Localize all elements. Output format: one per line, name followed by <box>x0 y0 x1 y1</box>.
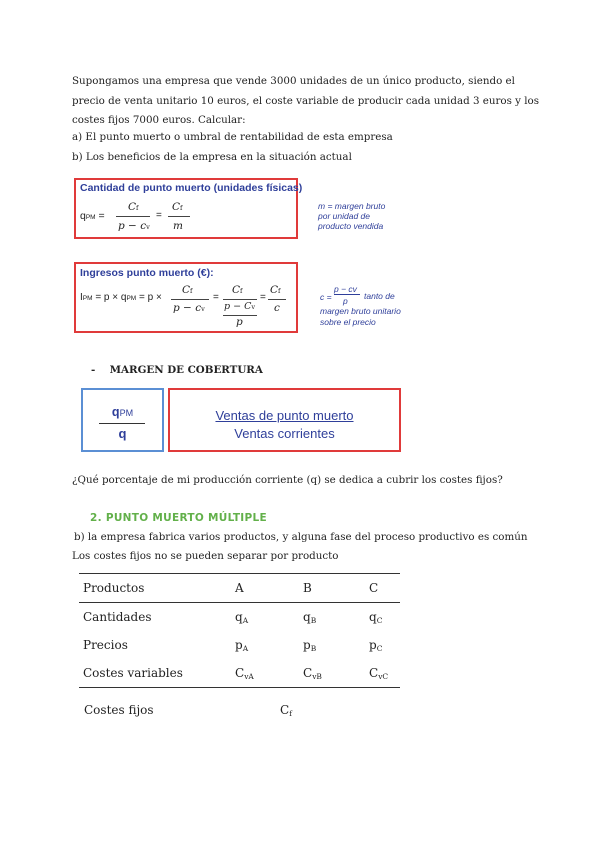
formula-lhs: qPM = <box>80 210 105 222</box>
table-row <box>79 603 400 632</box>
revenue-fraction-bar-4 <box>268 299 286 300</box>
row-label: Cantidades <box>83 610 152 624</box>
revenue-frac2-den-bottom: p <box>236 316 243 328</box>
table-cell: pC <box>369 637 383 653</box>
table-cell: pA <box>235 637 249 653</box>
table-header-row <box>79 574 400 603</box>
revenue-equals-3: = <box>260 292 266 303</box>
table-cell: qA <box>235 609 249 625</box>
margin-note: m = margen bruto por unidad de producto vendida <box>318 201 386 231</box>
formula-title-revenue: Ingresos punto muerto (€): <box>80 267 214 279</box>
sales-ratio-box <box>168 388 401 452</box>
row-label: Costes variables <box>79 659 231 688</box>
fixed-costs-value: Cf <box>280 703 292 718</box>
problem-statement: Supongamos una empresa que vende 3000 unidades de un único producto, siendo el precio de venta unitario 10 euros, el coste variable de producir cada unidad 3 euros y los costes fijos 7000 euros. Calcular: <box>72 75 540 126</box>
table-header: B <box>299 574 365 603</box>
formula-denominator: p − cv <box>118 220 150 232</box>
revenue-frac2-den-top: p − Cv <box>224 301 256 312</box>
section-heading: 2. PUNTO MUERTO MÚLTIPLE <box>90 512 267 524</box>
table-header: Productos <box>79 574 231 603</box>
sales-current-label: Ventas corrientes <box>234 426 335 441</box>
table-row <box>79 659 400 688</box>
table-cell: pB <box>303 637 317 653</box>
formula-box-revenue <box>74 262 298 333</box>
revenue-fraction-bar-1 <box>171 299 209 300</box>
revenue-fraction-bar-2 <box>223 299 257 300</box>
formula-box-quantity <box>74 178 303 239</box>
revenue-frac1-den: p − cv <box>173 302 205 314</box>
table-header: C <box>365 574 400 603</box>
section-line-1: b) la empresa fabrica varios productos, y alguna fase del proceso productivo es común <box>74 531 528 543</box>
note-fraction-bar <box>334 294 360 295</box>
revenue-frac2-num: Cf <box>232 284 243 296</box>
coverage-ratio-box <box>81 388 164 452</box>
revenue-frac1-num: Cf <box>182 284 193 296</box>
fixed-costs-label: Costes fijos <box>84 703 154 717</box>
table-header: A <box>231 574 299 603</box>
revenue-lhs: IPM = p × qPM = p × <box>80 292 162 303</box>
row-label: Precios <box>83 638 128 652</box>
revenue-frac3-den: c <box>274 302 280 314</box>
formula-denominator-2: m <box>173 220 183 232</box>
section-line-2: Los costes fijos no se pueden separar por producto <box>72 550 339 562</box>
ratio-fraction-bar <box>99 423 145 424</box>
revenue-frac3-num: Cf <box>270 284 281 296</box>
table-cell: qB <box>303 609 317 625</box>
formula-equals: = <box>156 210 162 221</box>
coverage-question: ¿Qué porcentaje de mi producción corriente (q) se dedica a cubrir los costes fijos? <box>72 474 503 486</box>
formula-numerator-2: Cf <box>172 201 183 213</box>
sales-breakeven-label: Ventas de punto muerto <box>215 408 354 423</box>
margin-heading: - MARGEN DE COBERTURA <box>91 364 263 376</box>
table-cell: qC <box>369 609 383 625</box>
question-b: b) Los beneficios de la empresa en la situación actual <box>72 151 352 163</box>
products-table <box>79 573 400 688</box>
revenue-equals-2: = <box>213 292 219 303</box>
table-cell: CvC <box>365 659 400 688</box>
table-row <box>79 631 400 659</box>
ratio-numerator: qPM <box>111 405 134 419</box>
fraction-bar <box>116 216 150 217</box>
question-a: a) El punto muerto o umbral de rentabilidad de esta empresa <box>72 131 393 143</box>
formula-title: Cantidad de punto muerto (unidades físicas) <box>80 182 303 194</box>
table-cell: CvB <box>299 659 365 688</box>
fraction-bar-2 <box>168 216 190 217</box>
ratio-denominator: q <box>118 426 127 441</box>
formula-numerator: Cf <box>128 201 139 213</box>
table-cell: CvA <box>231 659 299 688</box>
